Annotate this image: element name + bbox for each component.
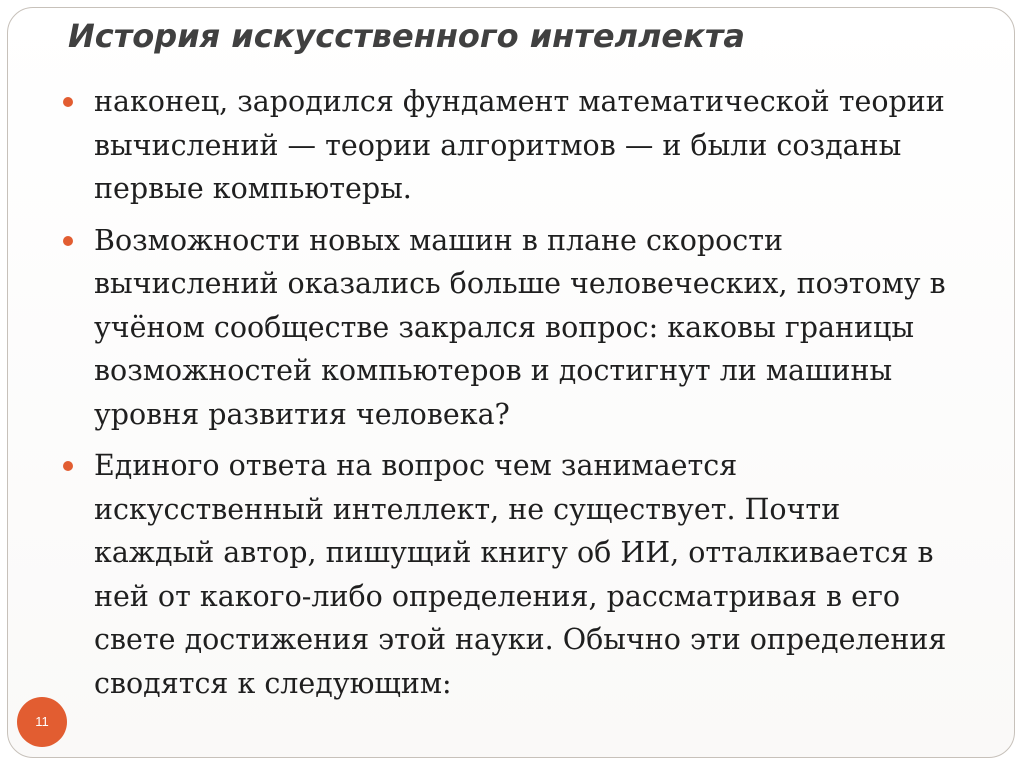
bullet-item — [60, 219, 960, 437]
bullet-dot-icon — [63, 461, 73, 471]
bullet-item — [60, 80, 960, 211]
bullet-dot-icon — [63, 236, 73, 246]
bullet-item — [60, 444, 960, 705]
bullet-text: наконец, зародился фундамент математической теории вычислений — теории алгоритмов — и были созданы первые компьютеры. — [94, 85, 945, 205]
bullet-text: Единого ответа на вопрос чем занимается искусственный интеллект, не существует. Почти каждый автор, пишущий книгу об ИИ, отталкивается в ней от какого-либо определения, рассматривая в его свете достижения этой науки. Обычно эти определения сводятся к следующим: — [94, 449, 947, 700]
bullet-list — [60, 80, 960, 713]
bullet-text: Возможности новых машин в плане скорости вычислений оказались больше человеческих, поэтому в учёном сообществе закрался вопрос: каковы границы возможностей компьютеров и достигнут ли машины уровня развития человека? — [94, 223, 946, 431]
slide-title: История искусственного интеллекта — [68, 17, 745, 55]
page-number-badge: 11 — [17, 697, 67, 747]
bullet-dot-icon — [63, 97, 73, 107]
